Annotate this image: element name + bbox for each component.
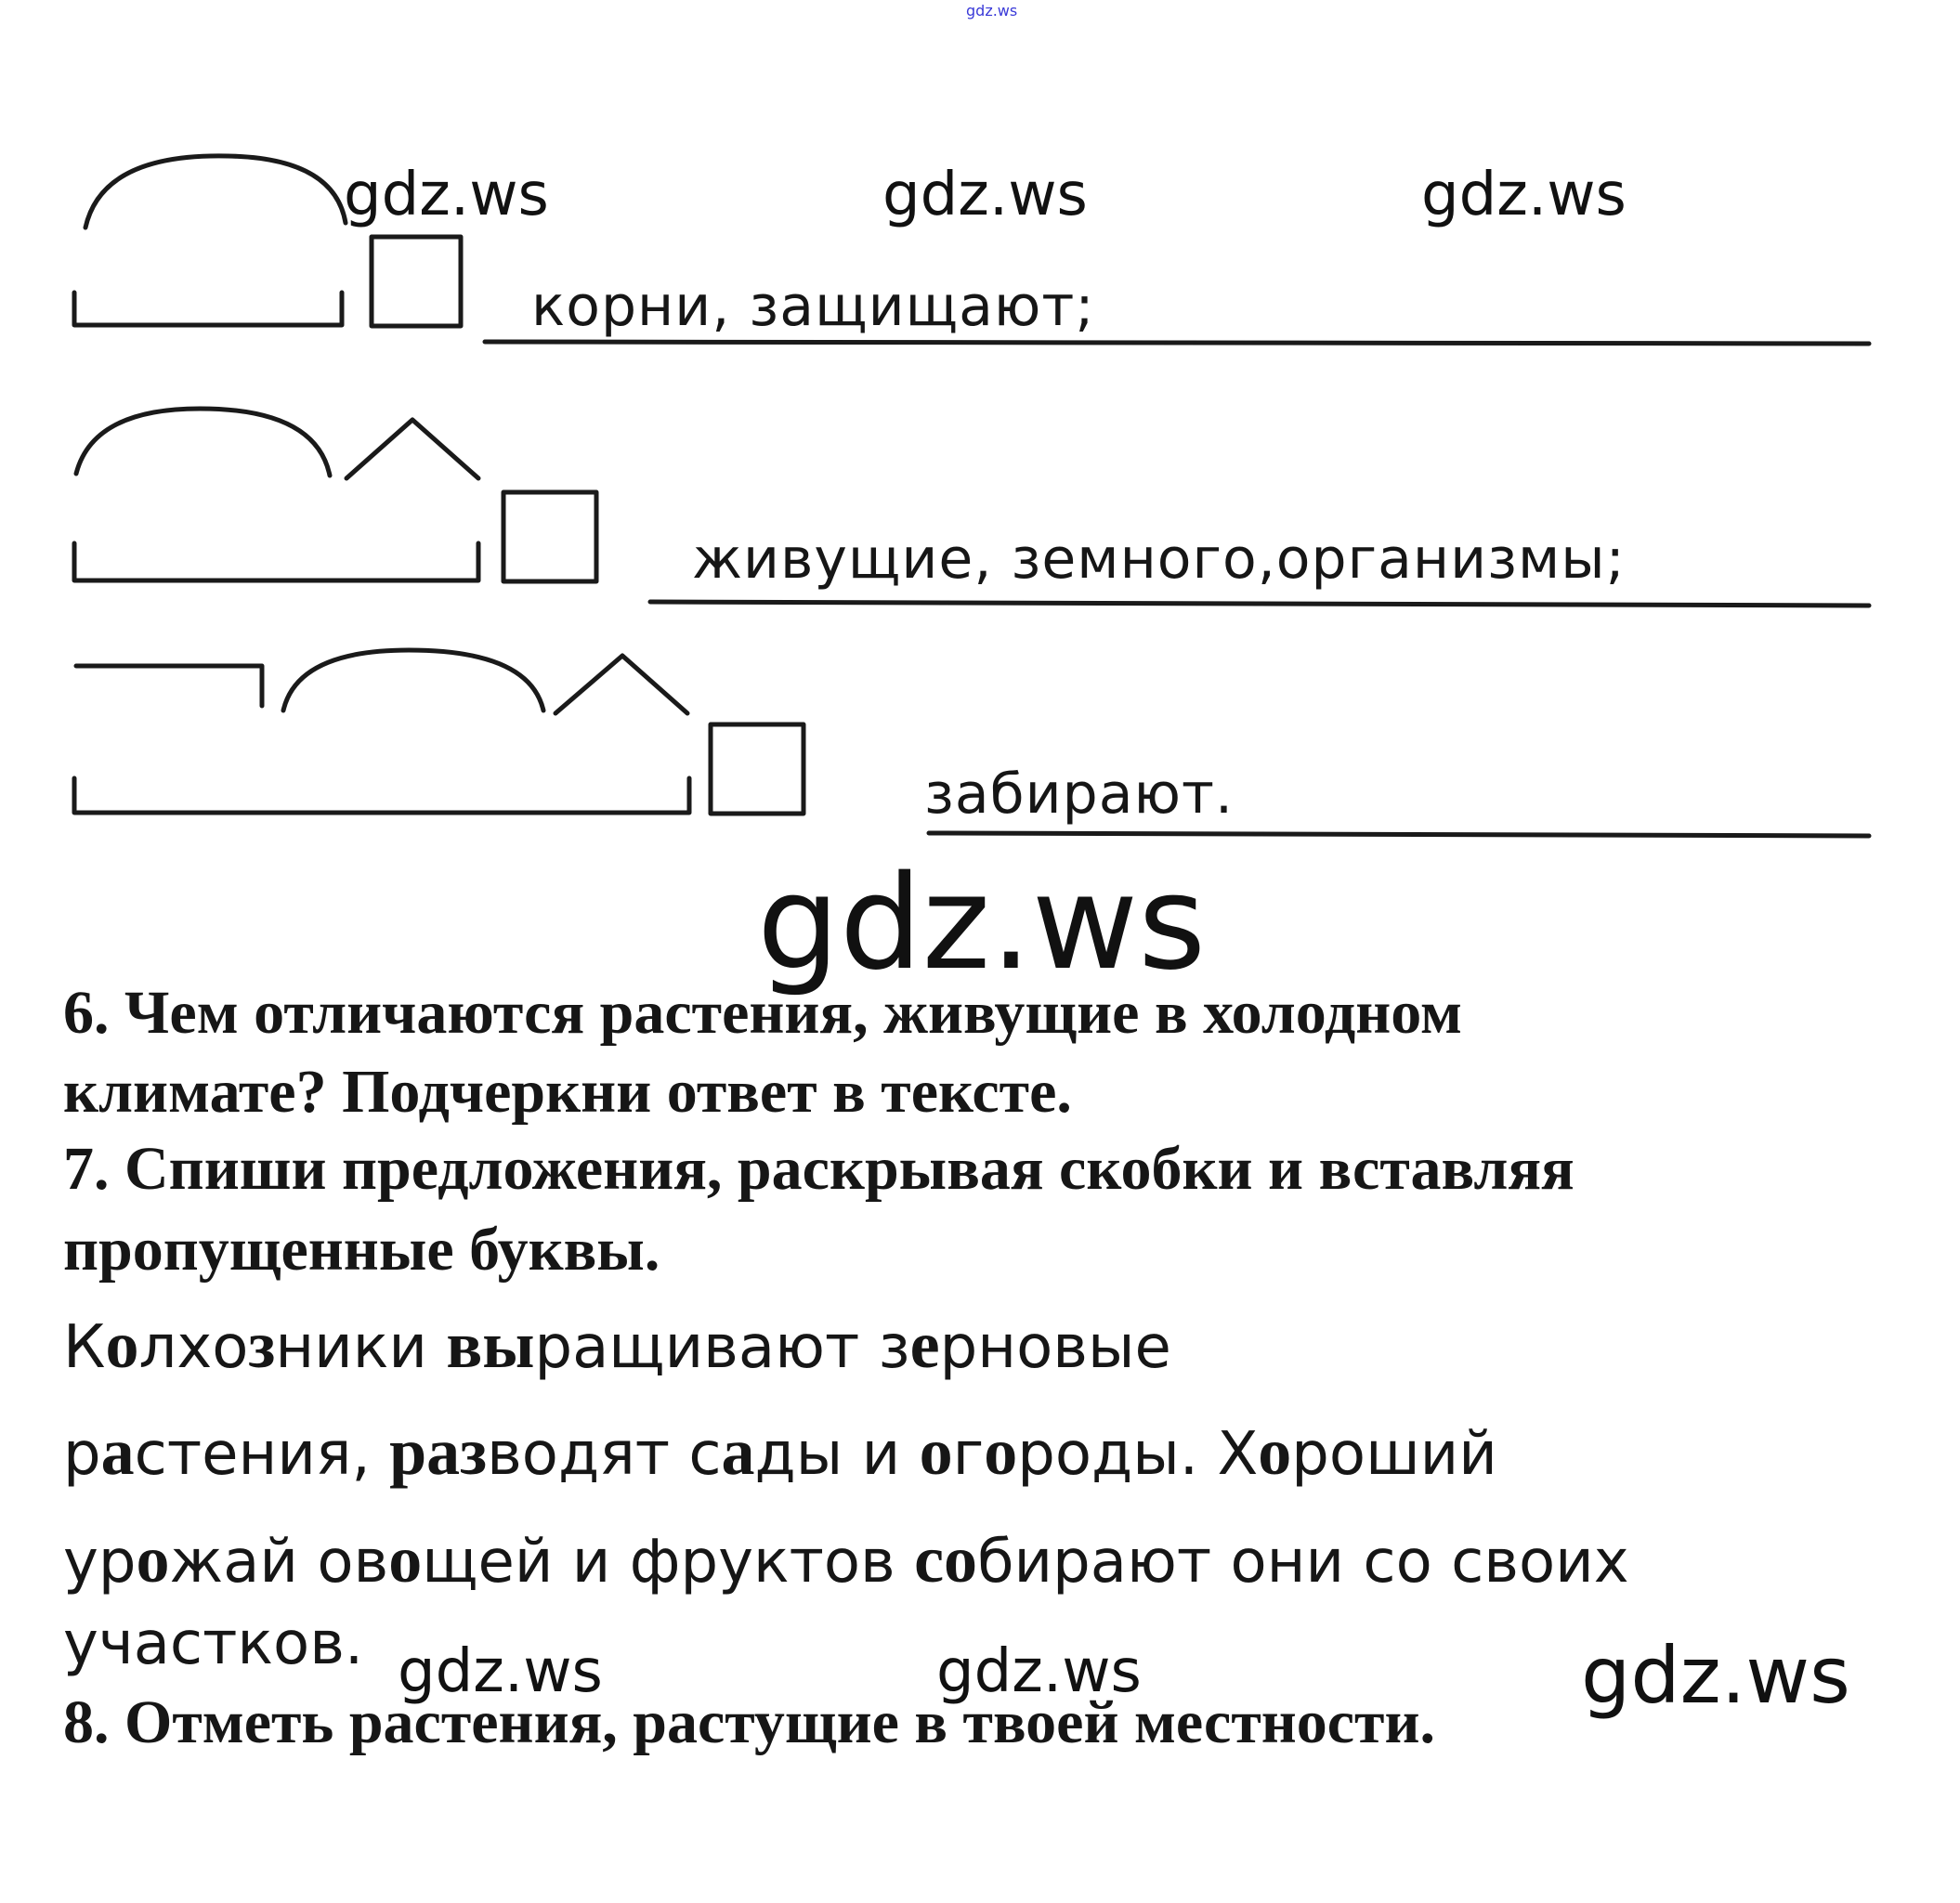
text-segment: ращивают з xyxy=(534,1313,910,1382)
inserted-letters: о xyxy=(136,1522,170,1597)
inserted-letters: о xyxy=(984,1414,1018,1489)
task-6-line-1: 6. Чем отличаются растения, живущие в холодном xyxy=(63,979,1462,1047)
watermark-large: gdz.ws xyxy=(757,848,1207,999)
ending-box-1 xyxy=(372,237,461,326)
text-segment: р xyxy=(63,1420,101,1489)
text-segment: жай ов xyxy=(169,1528,389,1597)
inserted-letters: со xyxy=(914,1522,978,1597)
inserted-letters: е xyxy=(909,1308,940,1382)
task-8: 8. Отметь растения, растущие в твоей местности. xyxy=(63,1688,1436,1756)
watermark-1: gdz.ws xyxy=(344,161,549,229)
scheme-answer-3: забирают. xyxy=(924,762,1235,827)
suffix-angle-2 xyxy=(346,420,478,478)
answer-line-text-3 xyxy=(63,1522,1629,1597)
text-segment: ды и xyxy=(754,1420,920,1489)
watermark-3: gdz.ws xyxy=(1421,161,1627,229)
text-segment: роды. Х xyxy=(1017,1420,1259,1489)
ending-box-3 xyxy=(711,724,804,814)
text-segment: бирают они со своих xyxy=(977,1528,1629,1597)
suffix-angle-3 xyxy=(555,656,687,713)
text-segment: роший xyxy=(1291,1420,1497,1489)
task-7-line-2: пропущенные буквы. xyxy=(63,1216,660,1284)
ending-box-2 xyxy=(503,492,596,581)
task-7-line-1: 7. Спиши предложения, раскрывая скобки и вставляя xyxy=(63,1135,1575,1203)
scheme-answer-2: живущие, земного,организмы; xyxy=(692,527,1626,592)
inserted-letters: вы xyxy=(446,1308,535,1382)
answer-line-3 xyxy=(929,833,1869,836)
text-segment: водят с xyxy=(487,1420,722,1489)
root-arc-2 xyxy=(76,409,330,476)
answer-line-2 xyxy=(650,602,1869,606)
root-arc-3 xyxy=(283,650,543,710)
text-segment: лхо xyxy=(138,1313,249,1382)
answer-line-text-1 xyxy=(63,1308,1171,1382)
text-segment: рновые xyxy=(939,1313,1171,1382)
answer-line-text-2 xyxy=(63,1414,1497,1489)
inserted-letters: о xyxy=(105,1308,139,1382)
root-arc-1 xyxy=(85,156,346,228)
task-6-line-2: климате? Подчеркни ответ в тексте. xyxy=(63,1058,1072,1126)
inserted-letters: з xyxy=(248,1308,276,1382)
watermark-5: gdz.ws xyxy=(936,1637,1142,1706)
morpheme-schemes xyxy=(0,0,1960,882)
watermark-top: gdz.ws xyxy=(966,2,1018,20)
text-segment: г xyxy=(952,1420,985,1489)
watermark-4: gdz.ws xyxy=(398,1637,603,1706)
watermark-2: gdz.ws xyxy=(882,161,1088,229)
scheme-answer-1: корни, защищают; xyxy=(531,274,1095,339)
ending-bracket-1 xyxy=(74,293,342,325)
watermark-6: gdz.ws xyxy=(1581,1630,1850,1721)
answer-line-text-4: участков. xyxy=(63,1610,364,1678)
base-bracket-3 xyxy=(74,778,689,813)
text-segment: К xyxy=(63,1313,106,1382)
inserted-letters: о xyxy=(919,1414,953,1489)
prefix-angle-3 xyxy=(76,666,262,706)
inserted-letters: о xyxy=(388,1522,423,1597)
text-segment: ники xyxy=(275,1313,447,1382)
answer-line-1 xyxy=(485,342,1869,344)
text-segment: стения, xyxy=(134,1420,390,1489)
text-segment: щей и фруктов xyxy=(422,1528,915,1597)
inserted-letters: а xyxy=(100,1414,135,1489)
inserted-letters: раз xyxy=(389,1414,488,1489)
inserted-letters: а xyxy=(721,1414,755,1489)
inserted-letters: о xyxy=(1258,1414,1292,1489)
base-bracket-2 xyxy=(74,543,478,580)
text-segment: ур xyxy=(63,1528,137,1597)
